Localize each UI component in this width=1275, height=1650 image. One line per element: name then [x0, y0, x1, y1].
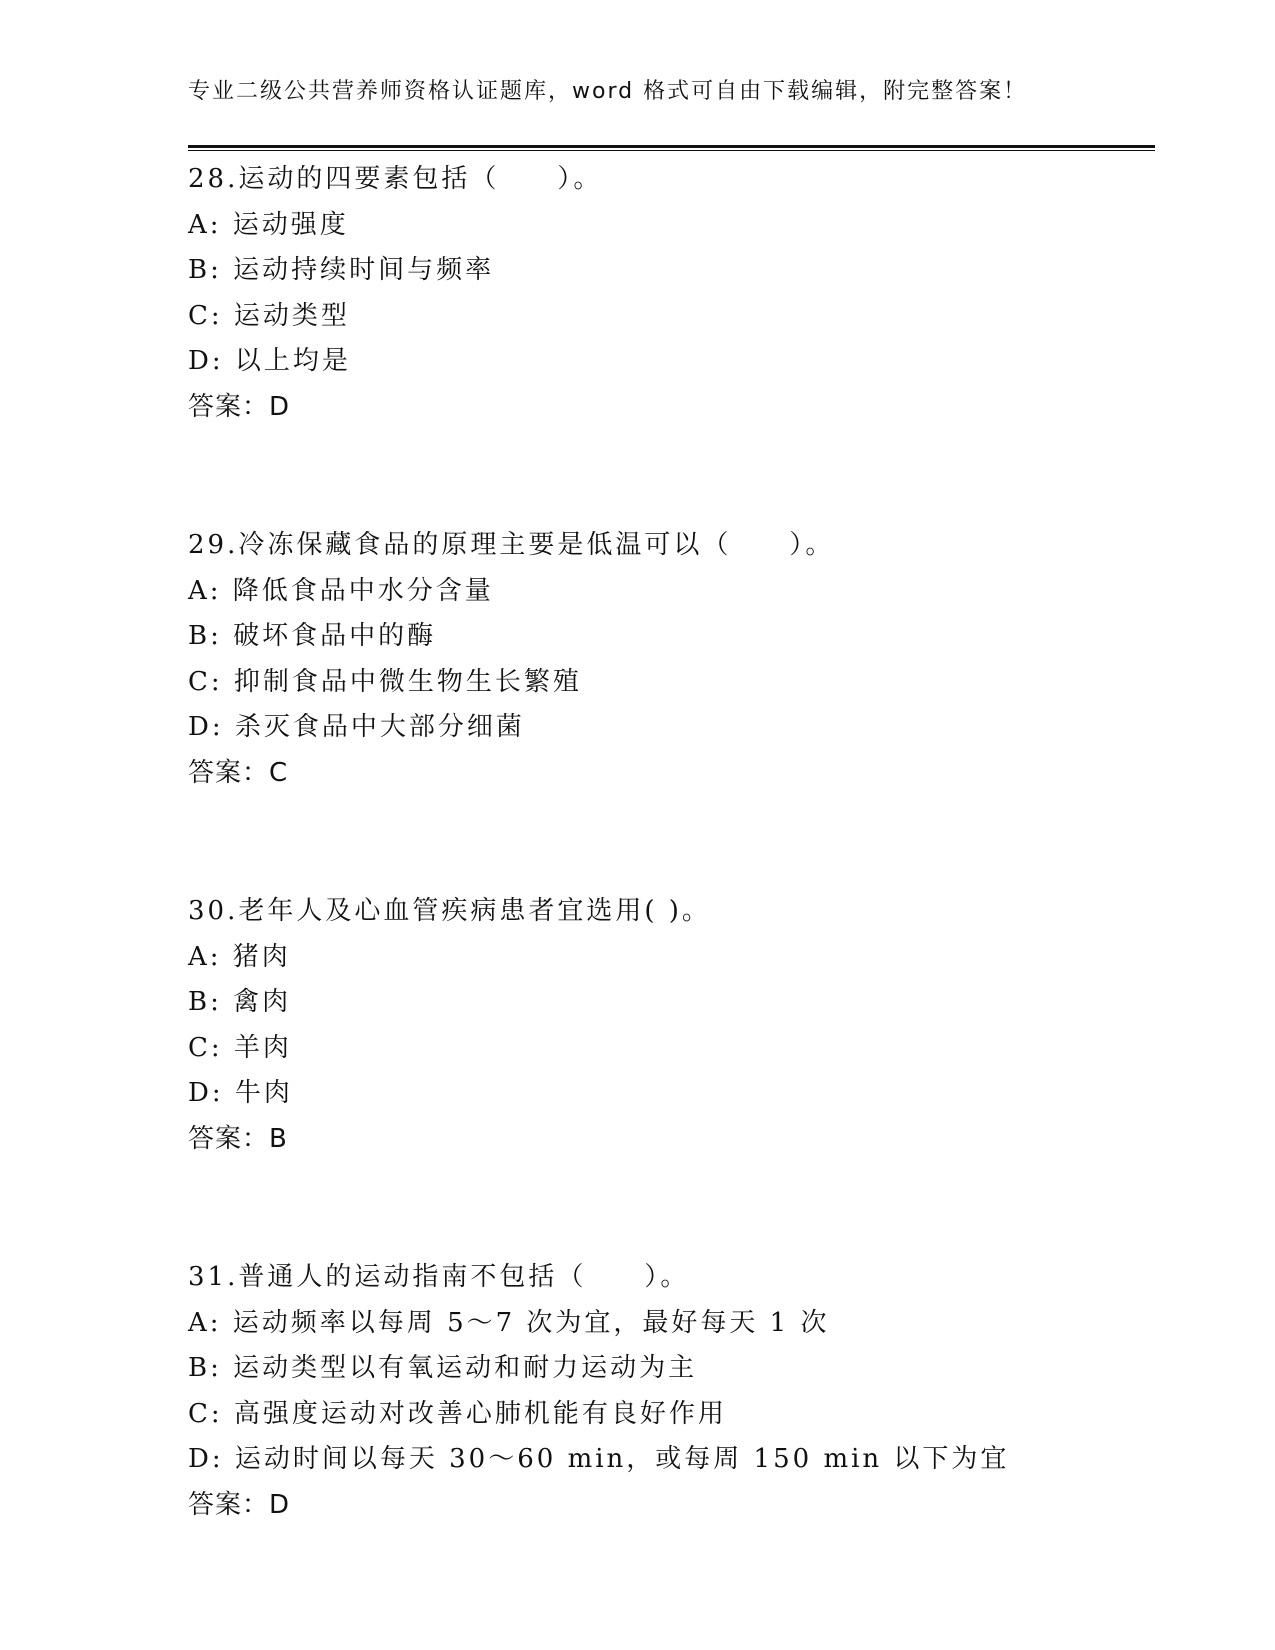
question-list: [188, 157, 1155, 1528]
answer-line: 答案：B: [188, 1123, 288, 1154]
page-header: 专业二级公共营养师资格认证题库，word 格式可自由下载编辑，附完整答案！: [188, 79, 1028, 104]
question-stem: 30.老年人及心血管疾病患者宜选用( )。: [188, 896, 711, 926]
question-30: [188, 889, 1155, 1162]
option-d: D: 运动时间以每天 30～60 min，或每周 150 min 以下为宜: [188, 1444, 1010, 1474]
question-31: [188, 1255, 1155, 1528]
option-b: B: 运动类型以有氧运动和耐力运动为主: [188, 1353, 698, 1383]
question-stem: 28.运动的四要素包括（ ）。: [188, 164, 603, 194]
option-a: A: 猪肉: [188, 941, 291, 972]
question-spacer: [188, 796, 1155, 889]
option-a: A: 运动频率以每周 5～7 次为宜，最好每天 1 次: [188, 1307, 830, 1338]
answer-line: 答案：D: [188, 391, 291, 422]
question-stem: 31.普通人的运动指南不包括（ ）。: [188, 1262, 690, 1292]
option-b: B: 禽肉: [188, 987, 292, 1017]
header-divider-thin: [188, 150, 1155, 151]
option-b: B: 运动持续时间与频率: [188, 255, 495, 285]
question-28: [188, 157, 1155, 430]
question-spacer: [188, 430, 1155, 523]
option-a: A: 降低食品中水分含量: [188, 575, 494, 606]
option-d: D: 牛肉: [188, 1078, 293, 1108]
option-c: C: 羊肉: [188, 1032, 292, 1063]
question-stem: 29.冷冻保藏食品的原理主要是低温可以（ ）。: [188, 530, 835, 560]
option-a: A: 运动强度: [188, 209, 349, 240]
option-b: B: 破坏食品中的酶: [188, 621, 437, 651]
question-spacer: [188, 1162, 1155, 1255]
answer-line: 答案：C: [188, 757, 289, 788]
answer-line: 答案：D: [188, 1489, 291, 1520]
option-c: C: 高强度运动对改善心肺机能有良好作用: [188, 1398, 727, 1429]
option-c: C: 抑制食品中微生物生长繁殖: [188, 666, 582, 697]
question-29: [188, 523, 1155, 796]
option-c: C: 运动类型: [188, 300, 350, 331]
option-d: D: 以上均是: [188, 346, 351, 376]
option-d: D: 杀灭食品中大部分细菌: [188, 712, 525, 742]
header-divider-thick: [188, 145, 1155, 148]
